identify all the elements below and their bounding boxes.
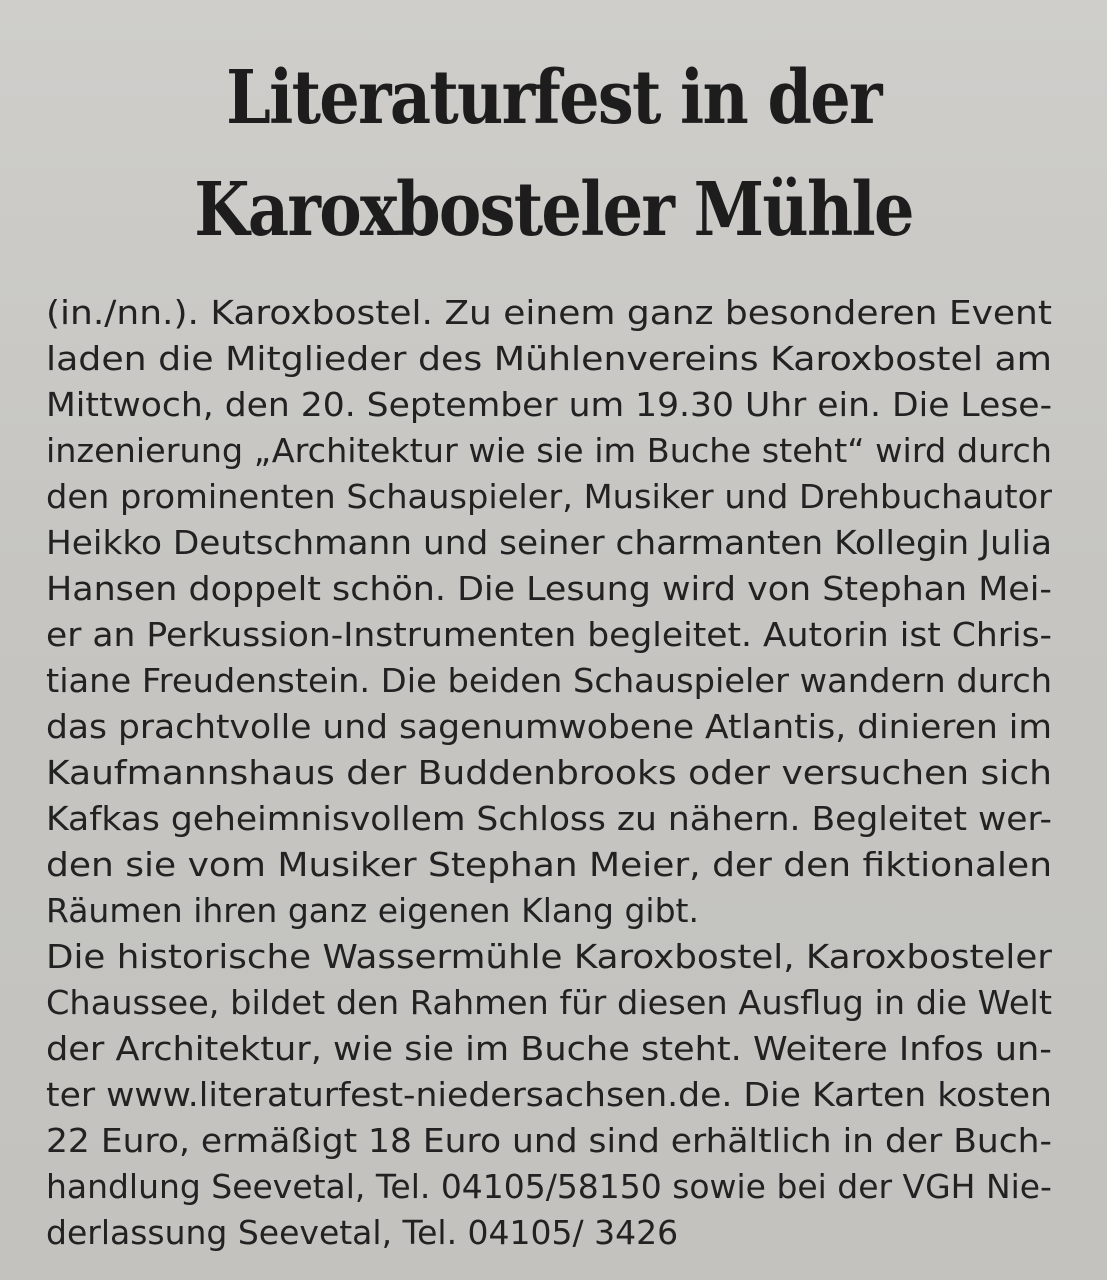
body-line: derlassung Seevetal, Tel. 04105/ 3426 (46, 1213, 679, 1252)
body-line: 22 Euro, ermäßigt 18 Euro und sind erhältlich in der Buch- (46, 1121, 1052, 1160)
headline-line: Karoxbosteler Mühle (194, 167, 913, 253)
body-line: Die historische Wassermühle Karoxbostel, Karoxbosteler (46, 937, 1052, 976)
body-line: er an Perkussion-Instrumenten begleitet. Autorin ist Chris- (46, 615, 1053, 654)
body-line: den sie vom Musiker Stephan Meier, der den fiktionalen (46, 845, 1053, 884)
body-line: Räumen ihren ganz eigenen Klang gibt. (46, 891, 699, 930)
body-line: den prominenten Schauspieler, Musiker und Drehbuchautor (46, 477, 1052, 516)
body-line: (in./nn.). Karoxbostel. Zu einem ganz besonderen Event (46, 293, 1052, 332)
article-body (46, 290, 1052, 1256)
body-line: Kafkas geheimnisvollem Schloss zu nähern. Begleitet wer- (46, 799, 1052, 838)
body-line: Kaufmannshaus der Buddenbrooks oder versuchen sich (46, 753, 1053, 792)
article-headline (77, 42, 1029, 266)
body-line: Heikko Deutschmann und seiner charmanten Kollegin Julia (46, 523, 1052, 562)
body-line: tiane Freudenstein. Die beiden Schauspieler wandern durch (46, 661, 1053, 700)
body-line: laden die Mitglieder des Mühlenvereins Karoxbostel am (46, 339, 1053, 378)
body-line: Hansen doppelt schön. Die Lesung wird von Stephan Mei- (46, 569, 1053, 608)
body-line: Mittwoch, den 20. September um 19.30 Uhr ein. Die Lese- (46, 385, 1053, 424)
body-line: Chaussee, bildet den Rahmen für diesen Ausflug in die Welt (46, 983, 1053, 1022)
body-line: der Architektur, wie sie im Buche steht. Weitere Infos un- (46, 1029, 1052, 1068)
body-line: inzenierung „Architektur wie sie im Buche steht“ wird durch (46, 431, 1052, 470)
body-line: das prachtvolle und sagenumwobene Atlantis, dinieren im (46, 707, 1052, 746)
headline-line: Literaturfest in der (226, 55, 881, 141)
body-line: handlung Seevetal, Tel. 04105/58150 sowie bei der VGH Nie- (46, 1167, 1052, 1206)
body-line: ter www.literaturfest-niedersachsen.de. Die Karten kosten (46, 1075, 1052, 1114)
